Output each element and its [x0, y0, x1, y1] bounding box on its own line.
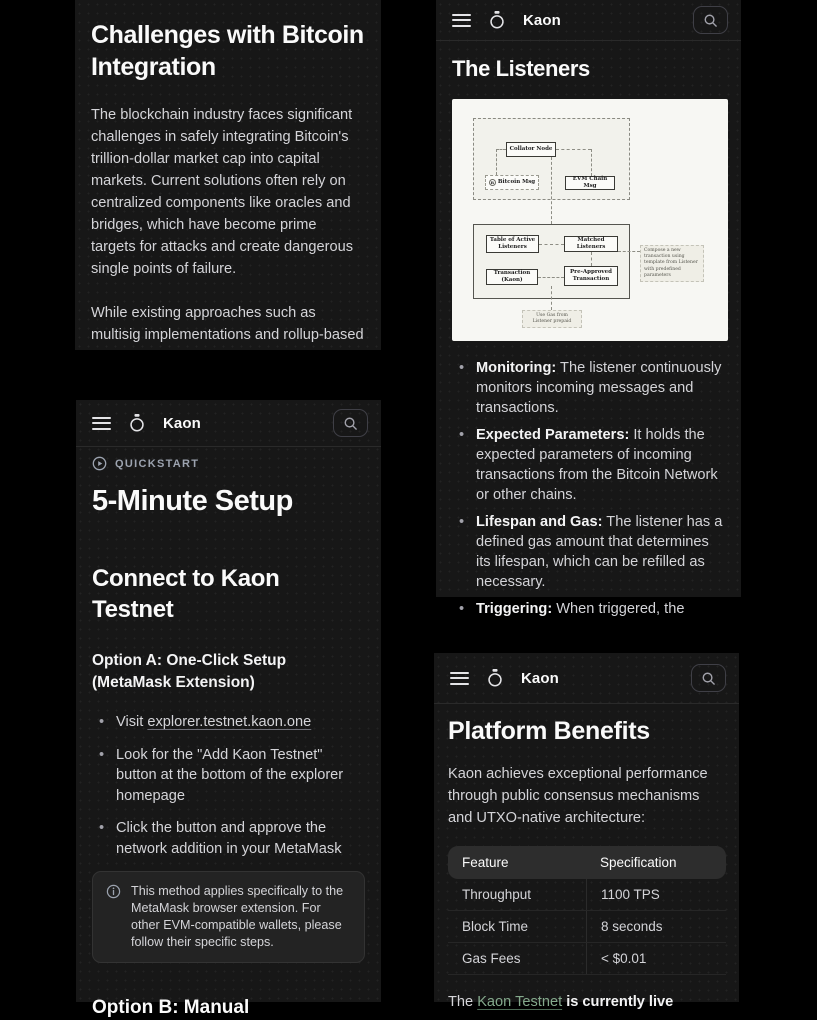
search-button[interactable]: [333, 409, 368, 437]
active-listeners-box: Table of Active Listeners: [486, 235, 539, 253]
spec-cell: 8 seconds: [601, 919, 663, 934]
listener-architecture-diagram: [452, 99, 728, 341]
table-row: [448, 879, 726, 911]
menu-icon[interactable]: [450, 672, 469, 685]
pre-approved-box: Pre-Approved Transaction: [564, 266, 618, 286]
transaction-box: Transaction (Kaon): [486, 269, 538, 285]
app-title: Kaon: [163, 414, 201, 432]
panel-listeners: [436, 0, 741, 617]
benefits-table: [448, 846, 726, 975]
bitcoin-msg-box: [485, 175, 539, 190]
connector-line: [591, 149, 592, 176]
kaon-logo-icon: [488, 10, 506, 30]
bitcoin-icon: B: [490, 180, 495, 185]
definition: When triggered, the: [552, 601, 685, 617]
list-item: [452, 358, 725, 418]
page-title: The Listeners: [452, 56, 590, 81]
panel-benefits: [434, 653, 739, 1010]
matched-listeners-box: Matched Listeners: [564, 236, 618, 252]
menu-icon[interactable]: [452, 14, 471, 27]
list-item: • Click the button and approve the network addition in your MetaMask: [92, 818, 365, 859]
app-bar: [434, 653, 739, 704]
list-item: [452, 425, 725, 505]
footer-text: The: [448, 994, 478, 1010]
listener-properties-list: [452, 358, 725, 619]
breadcrumb-quickstart: [92, 456, 365, 471]
diagram-annotation: Compose a new transaction using template from Listener with predefined parameters: [640, 245, 704, 282]
kaon-testnet-link[interactable]: Kaon Testnet: [477, 994, 563, 1010]
app-title: Kaon: [523, 11, 561, 29]
spec-cell: < $0.01: [601, 951, 647, 966]
eyebrow-label: QUICKSTART: [115, 457, 200, 470]
menu-icon[interactable]: [92, 417, 111, 430]
info-icon: [106, 884, 121, 899]
term: Expected Parameters:: [476, 427, 630, 443]
page-title: Challenges with Bitcoin Integration: [91, 21, 364, 81]
option-a-heading: Option A: One-Click Setup (MetaMask Extension): [92, 652, 287, 691]
connector-line: [496, 149, 506, 150]
intro-paragraph: Kaon achieves exceptional performance through public consensus mechanisms and UTXO-native architecture:: [448, 766, 708, 826]
kaon-logo-icon: [486, 668, 504, 688]
callout-text: This method applies specifically to the MetaMask browser extension. For other EVM-compatible wallets, please follow their specific steps.: [131, 884, 344, 949]
connector-line: [551, 286, 552, 310]
list-item: [92, 712, 365, 733]
definition: The listener continuously monitors incoming messages and transactions.: [476, 360, 722, 416]
definition: It holds the expected parameters of incoming transactions from the Bitcoin Network or other chains.: [476, 427, 718, 503]
list-item: [452, 599, 725, 619]
page-title: Platform Benefits: [448, 717, 650, 745]
section-heading: Connect to Kaon Testnet: [92, 565, 280, 623]
term: Triggering:: [476, 601, 553, 617]
search-icon: [703, 13, 718, 28]
diagram-annotation: Use Gas from Listener prepaid: [522, 310, 582, 328]
term: Monitoring:: [476, 360, 557, 376]
play-icon: [92, 456, 107, 471]
definition: The listener has a defined gas amount that determines its lifespan, which can be refilled as necessary.: [476, 514, 723, 590]
connector-line: [539, 244, 564, 245]
setup-steps-list: [92, 712, 365, 859]
panel-challenges: [75, 0, 381, 350]
spec-cell: 1100 TPS: [601, 887, 660, 902]
app-bar: [436, 0, 741, 41]
list-item: [452, 512, 725, 592]
connector-line: [551, 157, 552, 224]
step-text: Visit: [116, 714, 148, 730]
paragraph: The blockchain industry faces significant challenges in safely integrating Bitcoin's trillion-dollar market cap into capital markets. Current solutions often rely on centralized components like oracles and bridges, which have become prime targets for attacks and create dangerous single points of failure.: [91, 107, 354, 277]
search-icon: [343, 416, 358, 431]
option-b-heading: Option B: Manual: [92, 997, 250, 1018]
evm-msg-box: EVM Chain Msg: [565, 176, 615, 190]
kaon-logo-icon: [128, 413, 146, 433]
feature-cell: Gas Fees: [462, 951, 521, 966]
footer-text: is currently live: [562, 994, 674, 1010]
connector-line: [591, 252, 592, 266]
table-row: [448, 911, 726, 943]
collator-node-box: Collator Node: [506, 142, 556, 157]
column-header: Specification: [600, 855, 677, 870]
term: Lifespan and Gas:: [476, 514, 603, 530]
connector-line: [556, 149, 591, 150]
paragraph: While existing approaches such as multisig implementations and rollup-based: [91, 305, 364, 343]
search-button[interactable]: [693, 6, 728, 34]
panel-quickstart: [76, 400, 381, 1018]
connector-line: [496, 149, 497, 175]
search-button[interactable]: [691, 664, 726, 692]
app-title: Kaon: [521, 669, 559, 687]
page-title: 5-Minute Setup: [92, 485, 293, 517]
explorer-link[interactable]: explorer.testnet.kaon.one: [147, 714, 312, 730]
info-callout: [92, 871, 365, 963]
table-row: [448, 943, 726, 975]
connector-line: [538, 277, 564, 278]
connector-line: [618, 251, 640, 252]
feature-cell: Block Time: [462, 919, 529, 934]
search-icon: [701, 671, 716, 686]
bitcoin-msg-label: Bitcoin Msg: [497, 179, 536, 186]
table-header-row: [448, 846, 726, 879]
app-bar: [76, 400, 381, 447]
list-item: • Look for the "Add Kaon Testnet" button at the bottom of the explorer homepage: [92, 745, 365, 807]
footer-paragraph: [448, 991, 725, 1013]
column-header: Feature: [462, 855, 509, 870]
feature-cell: Throughput: [462, 887, 532, 902]
